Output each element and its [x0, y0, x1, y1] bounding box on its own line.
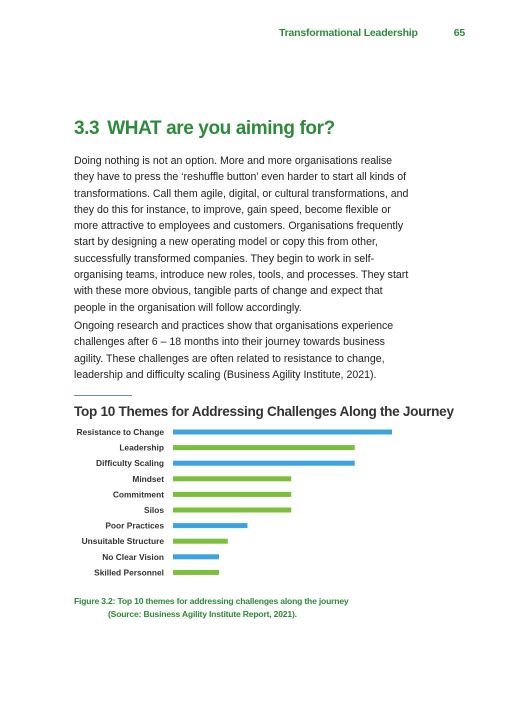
- bar-chart: [60, 420, 400, 585]
- chart-title: Top 10 Themes for Addressing Challenges Along the Journey: [74, 404, 454, 419]
- bar: [173, 430, 392, 435]
- category-label: No Clear Vision: [102, 551, 164, 562]
- category-label: Commitment: [112, 489, 164, 500]
- bar: [173, 523, 247, 528]
- category-label: Leadership: [119, 442, 164, 453]
- figure-divider: [74, 395, 132, 396]
- category-label: Unsuitable Structure: [81, 536, 164, 547]
- bar: [173, 461, 355, 466]
- figure-caption-source: (Source: Business Agility Institute Report, 2021).: [108, 609, 297, 619]
- category-label: Mindset: [132, 473, 164, 484]
- category-label: Resistance to Change: [76, 427, 164, 437]
- page-number: 65: [453, 27, 465, 39]
- body-paragraph-2: Ongoing research and practices show that organisations experience challenges after 6 – 18 months into their journey towards business agility. These challenges are often related to resistance to change, leadership and difficulty scaling (Business Agility Institute, 2021).: [74, 320, 394, 381]
- bar: [173, 539, 228, 544]
- category-label: Skilled Personnel: [94, 567, 164, 578]
- category-label: Silos: [143, 505, 164, 515]
- running-title: Transformational Leadership: [279, 27, 418, 39]
- category-label: Poor Practices: [105, 520, 164, 531]
- body-paragraph-1: Doing nothing is not an option. More and more organisations realise they have to press the ‘reshuffle button’ even harder to start all kinds of transformations. Call them agile, digital, or cultural transformations, and they do this for instance, to improve, gain speed, become flexible or more attractive to employees and customers. Organisations frequently start by designing a new operating model or copy this from other, successfully transformed companies. They begin to work in self-organising teams, introduce new roles, tools, and processes. They start with these more obvious, tangible parts of change and expect that people in the organisation will follow accordingly.: [74, 155, 409, 314]
- bar: [173, 492, 291, 497]
- bar: [173, 476, 291, 481]
- figure-caption-label: Figure 3.2: Top 10 themes for addressing challenges along the journey: [74, 596, 349, 606]
- section-heading: [74, 118, 335, 140]
- category-label: Difficulty Scaling: [96, 458, 164, 469]
- figure-caption: [74, 595, 348, 621]
- section-title: WHAT are you aiming for?: [107, 118, 335, 139]
- bar: [173, 570, 219, 575]
- section-number: 3.3: [74, 118, 100, 139]
- bar: [173, 554, 219, 559]
- bar: [173, 445, 355, 450]
- bar: [173, 508, 291, 513]
- running-header: [279, 27, 465, 39]
